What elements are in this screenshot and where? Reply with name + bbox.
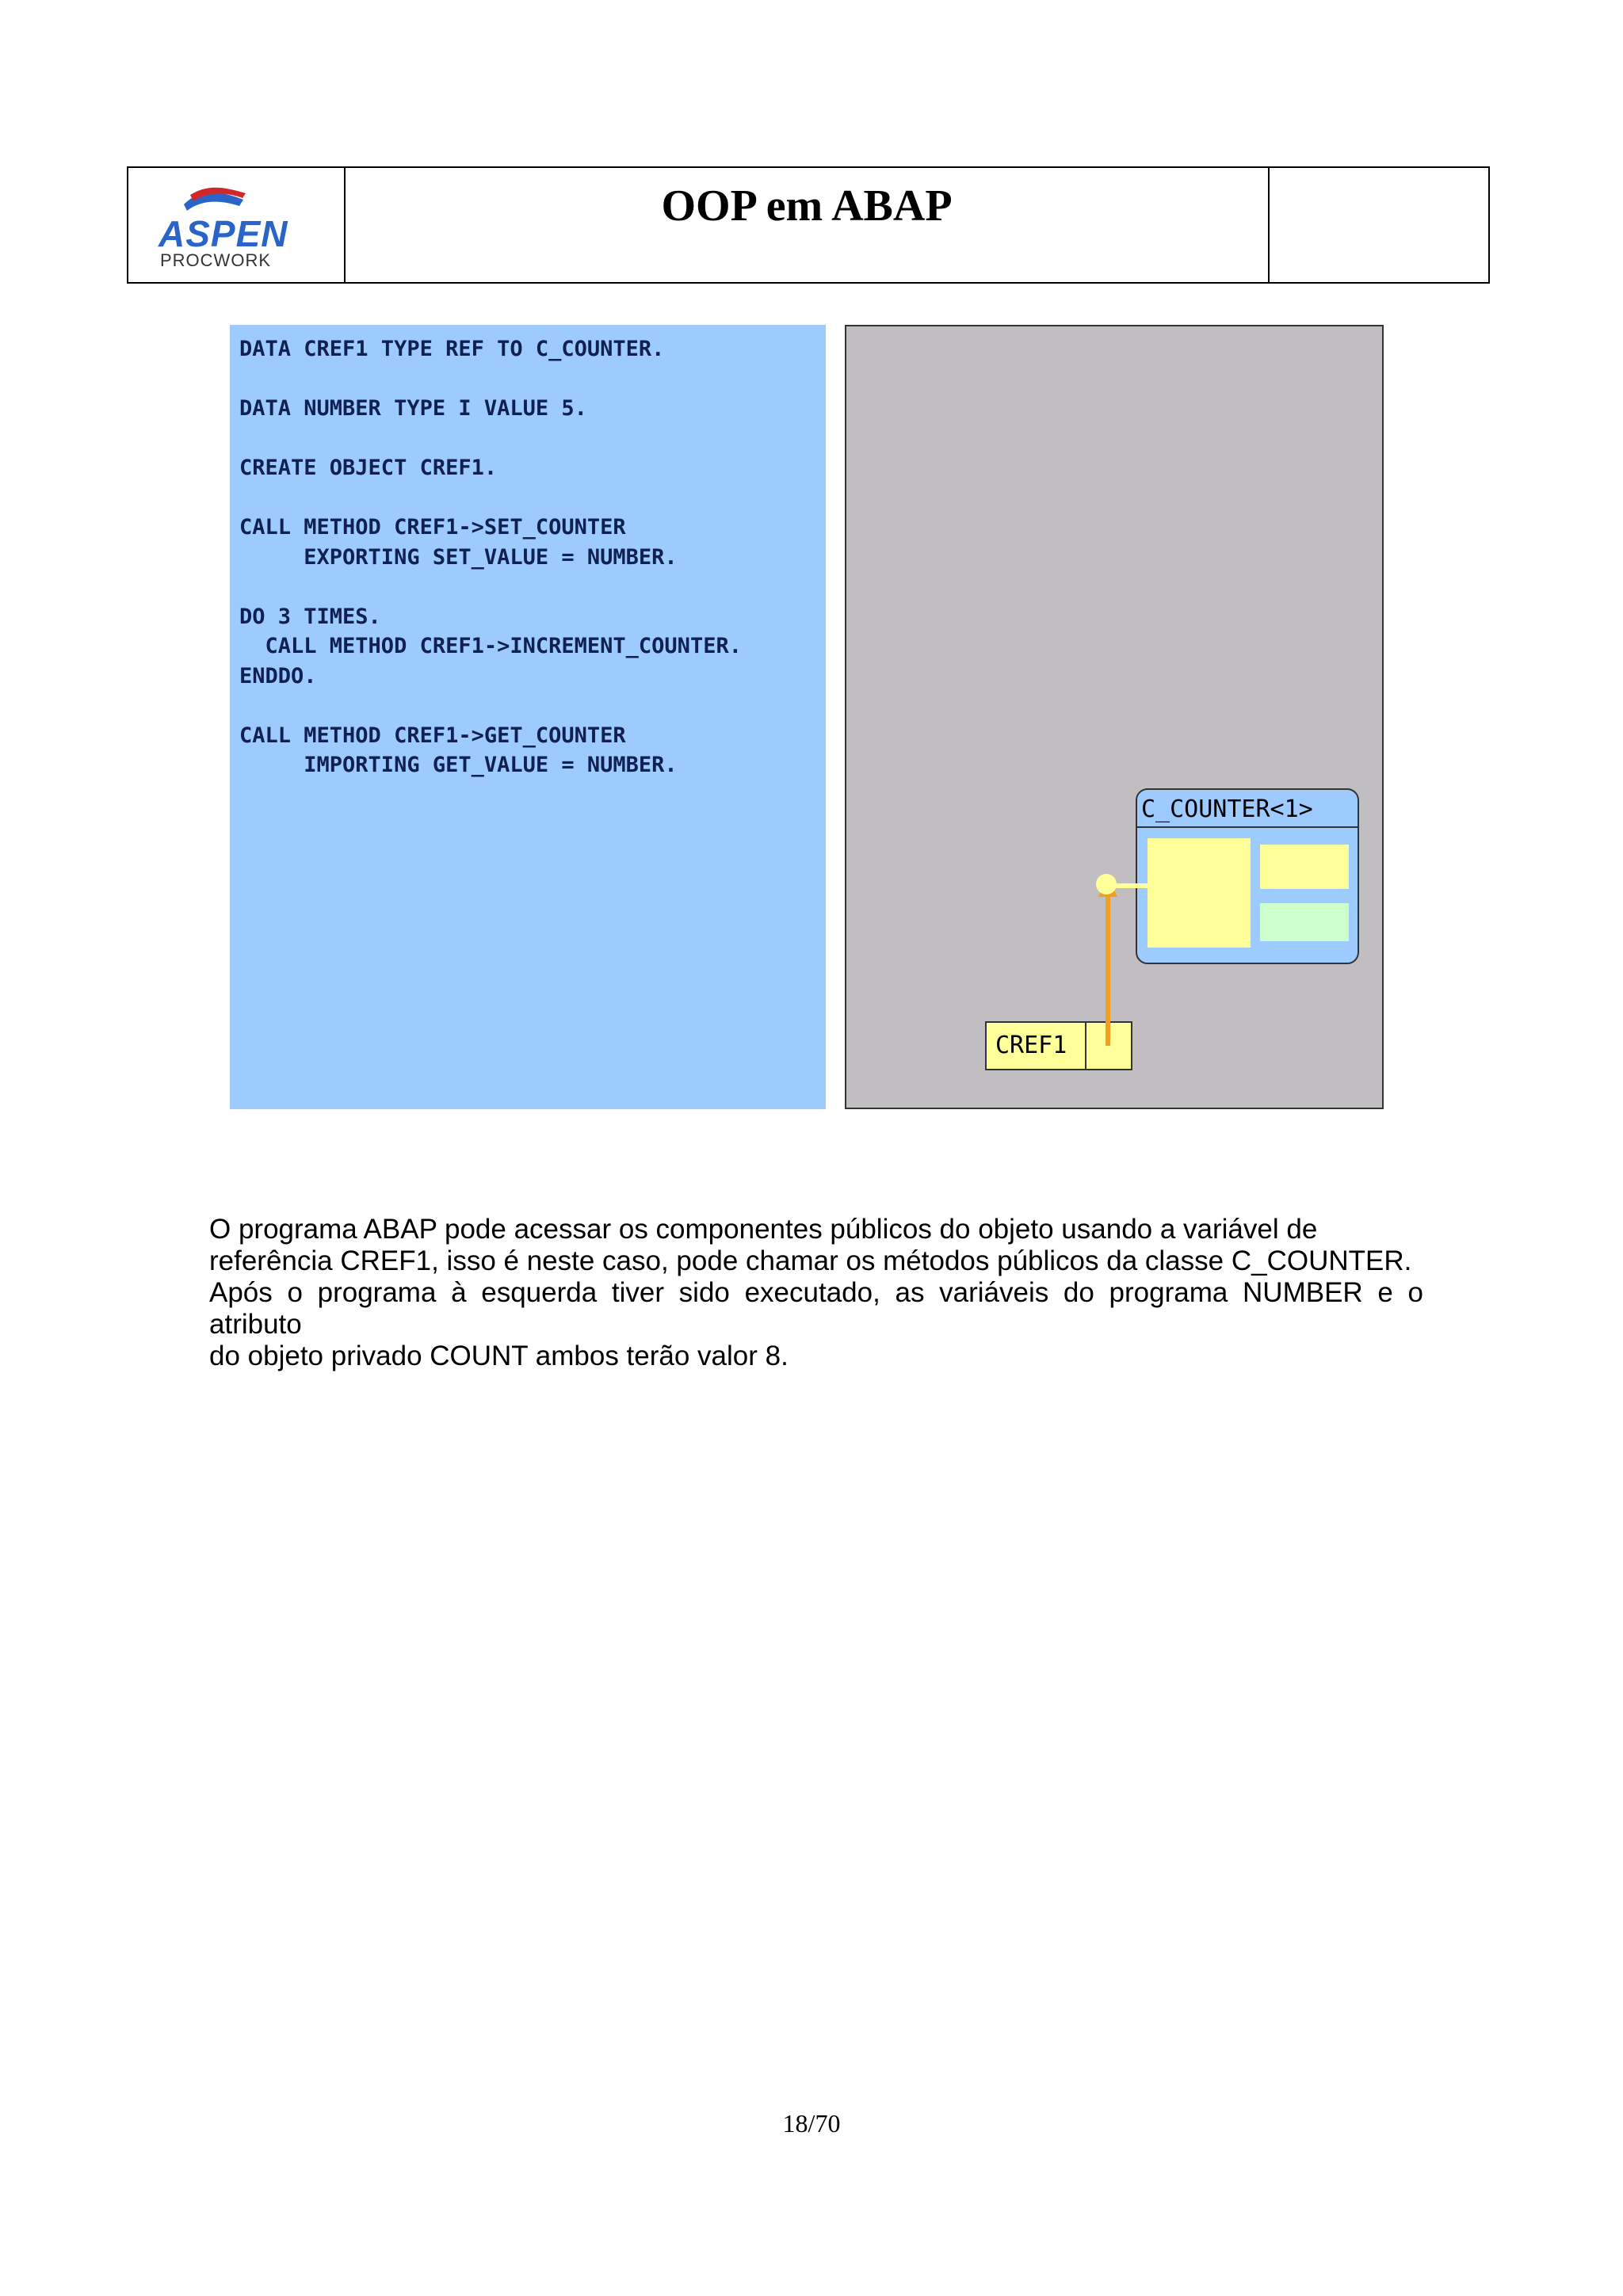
object-label: C_COUNTER<1> <box>1141 795 1313 823</box>
object-attr-box <box>1260 845 1349 889</box>
blank-cell <box>1270 168 1488 282</box>
page-header <box>127 166 1490 284</box>
object-diagram <box>846 326 1382 1108</box>
pointer-dot <box>1096 874 1117 894</box>
logo-cell <box>128 168 346 282</box>
reference-label: CREF1 <box>995 1032 1067 1059</box>
diagram-panel <box>845 325 1384 1109</box>
paragraph-line: do objeto privado COUNT ambos terão valor 8. <box>209 1341 789 1371</box>
code-panel <box>230 325 826 1109</box>
object-method-box <box>1260 903 1349 941</box>
document-title: OOP em ABAP <box>661 181 953 231</box>
page-number: 18/70 <box>782 2109 841 2138</box>
paragraph-line: referência CREF1, isso é neste caso, pode chamar os métodos públicos da classe C_COUNTER. <box>209 1245 1412 1276</box>
description-paragraph <box>209 1214 1423 1372</box>
object-yellow-block <box>1148 838 1251 948</box>
logo-subtitle: PROCWORK <box>160 250 271 270</box>
logo-word: ASPEN <box>158 213 288 254</box>
paragraph-line: O programa ABAP pode acessar os componentes públicos do objeto usando a variável de <box>209 1214 1318 1245</box>
abap-code: DATA CREF1 TYPE REF TO C_COUNTER. DATA NUMBER TYPE I VALUE 5. CREATE OBJECT CREF1. CALL METHOD CREF1->SET_COUNTER EXPORTING SET_VALUE = NUMBER. DO 3 TIMES. CALL METHOD CREF1->INCREMENT_COUNTER. ENDDO. CALL METHOD CREF1->GET_COUNTER IMPORTING GET_VALUE = NUMBER. <box>239 337 742 777</box>
paragraph-line: Após o programa à esquerda tiver sido executado, as variáveis do programa NUMBER e o atributo <box>209 1277 1423 1340</box>
title-cell <box>346 168 1270 282</box>
